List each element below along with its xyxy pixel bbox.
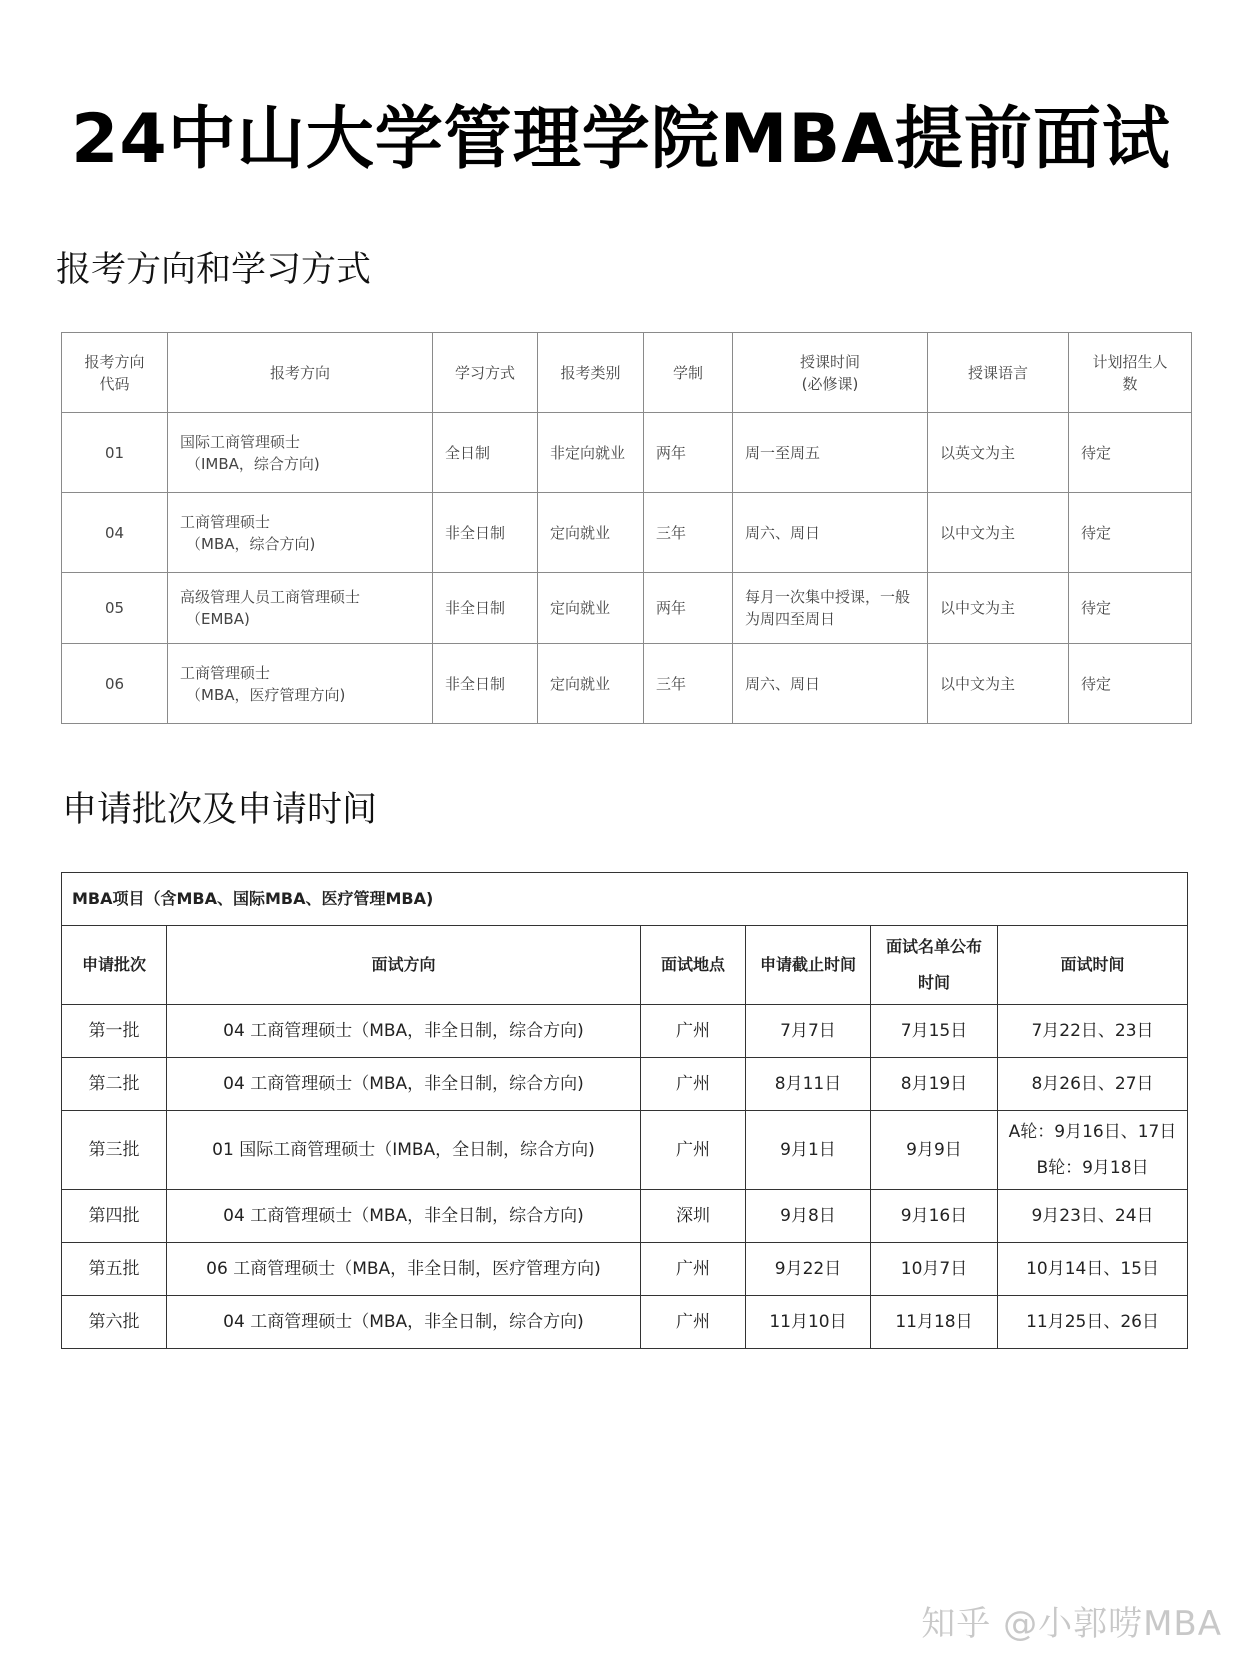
cell-direction: 工商管理硕士 （MBA，医疗管理方向) — [168, 644, 433, 724]
cell-language: 以中文为主 — [928, 573, 1069, 644]
cell-quota: 待定 — [1069, 573, 1192, 644]
cell-schedule: 每月一次集中授课，一般为周四至周日 — [733, 573, 928, 644]
table-row — [62, 1296, 1188, 1349]
cell-location: 广州 — [641, 1243, 746, 1296]
program-directions-table — [61, 332, 1192, 724]
table-row — [62, 1058, 1188, 1111]
table-row — [62, 1190, 1188, 1243]
cell-code: 06 — [62, 644, 168, 724]
header-mode: 学习方式 — [433, 333, 538, 413]
cell-mode: 非全日制 — [433, 644, 538, 724]
cell-mode: 非全日制 — [433, 573, 538, 644]
cell-category: 定向就业 — [538, 493, 644, 573]
cell-direction: 国际工商管理硕士 （IMBA，综合方向) — [168, 413, 433, 493]
cell-code: 01 — [62, 413, 168, 493]
cell-mode: 非全日制 — [433, 493, 538, 573]
cell-deadline: 9月1日 — [746, 1111, 871, 1190]
table-header-row — [62, 333, 1192, 413]
cell-mode: 全日制 — [433, 413, 538, 493]
cell-list-publish: 8月19日 — [871, 1058, 998, 1111]
header-location: 面试地点 — [641, 926, 746, 1005]
section-title-study-modes: 报考方向和学习方式 — [56, 250, 372, 290]
cell-schedule: 周六、周日 — [733, 644, 928, 724]
table-row — [62, 573, 1192, 644]
cell-batch: 第五批 — [62, 1243, 167, 1296]
header-category: 报考类别 — [538, 333, 644, 413]
cell-direction: 高级管理人员工商管理硕士 （EMBA) — [168, 573, 433, 644]
cell-batch: 第一批 — [62, 1005, 167, 1058]
cell-code: 05 — [62, 573, 168, 644]
table-row — [62, 644, 1192, 724]
header-language: 授课语言 — [928, 333, 1069, 413]
cell-language: 以中文为主 — [928, 644, 1069, 724]
cell-direction: 01 国际工商管理硕士（IMBA，全日制，综合方向) — [167, 1111, 641, 1190]
cell-batch: 第三批 — [62, 1111, 167, 1190]
cell-direction: 04 工商管理硕士（MBA，非全日制，综合方向) — [167, 1190, 641, 1243]
header-quota: 计划招生人 数 — [1069, 333, 1192, 413]
table-row — [62, 1005, 1188, 1058]
cell-direction: 工商管理硕士 （MBA，综合方向) — [168, 493, 433, 573]
cell-deadline: 7月7日 — [746, 1005, 871, 1058]
cell-location: 广州 — [641, 1005, 746, 1058]
header-schedule: 授课时间 (必修课) — [733, 333, 928, 413]
header-deadline: 申请截止时间 — [746, 926, 871, 1005]
cell-location: 广州 — [641, 1111, 746, 1190]
cell-interview: 10月14日、15日 — [998, 1243, 1188, 1296]
cell-code: 04 — [62, 493, 168, 573]
cell-direction: 04 工商管理硕士（MBA，非全日制，综合方向) — [167, 1296, 641, 1349]
cell-duration: 三年 — [644, 493, 733, 573]
cell-interview: 7月22日、23日 — [998, 1005, 1188, 1058]
cell-deadline: 9月8日 — [746, 1190, 871, 1243]
cell-schedule: 周六、周日 — [733, 493, 928, 573]
cell-location: 广州 — [641, 1296, 746, 1349]
cell-quota: 待定 — [1069, 413, 1192, 493]
header-duration: 学制 — [644, 333, 733, 413]
cell-batch: 第二批 — [62, 1058, 167, 1111]
watermark: 知乎 @小郭唠MBA — [921, 1604, 1222, 1644]
cell-interview: 11月25日、26日 — [998, 1296, 1188, 1349]
cell-language: 以英文为主 — [928, 413, 1069, 493]
cell-category: 定向就业 — [538, 644, 644, 724]
cell-list-publish: 9月16日 — [871, 1190, 998, 1243]
cell-list-publish: 10月7日 — [871, 1243, 998, 1296]
cell-deadline: 8月11日 — [746, 1058, 871, 1111]
header-direction: 面试方向 — [167, 926, 641, 1005]
cell-interview: A轮：9月16日、17日 B轮：9月18日 — [998, 1111, 1188, 1190]
cell-language: 以中文为主 — [928, 493, 1069, 573]
cell-batch: 第四批 — [62, 1190, 167, 1243]
cell-interview: 9月23日、24日 — [998, 1190, 1188, 1243]
cell-location: 广州 — [641, 1058, 746, 1111]
table-header-row — [62, 926, 1188, 1005]
cell-list-publish: 11月18日 — [871, 1296, 998, 1349]
header-list-publish: 面试名单公布 时间 — [871, 926, 998, 1005]
cell-duration: 三年 — [644, 644, 733, 724]
cell-schedule: 周一至周五 — [733, 413, 928, 493]
header-code: 报考方向 代码 — [62, 333, 168, 413]
table-caption: MBA项目（含MBA、国际MBA、医疗管理MBA) — [62, 873, 1188, 926]
cell-direction: 06 工商管理硕士（MBA，非全日制，医疗管理方向) — [167, 1243, 641, 1296]
cell-duration: 两年 — [644, 413, 733, 493]
header-batch: 申请批次 — [62, 926, 167, 1005]
table-row — [62, 1243, 1188, 1296]
cell-quota: 待定 — [1069, 493, 1192, 573]
application-batches-table — [61, 872, 1188, 1349]
section-title-application-batches: 申请批次及申请时间 — [62, 790, 378, 830]
cell-direction: 04 工商管理硕士（MBA，非全日制，综合方向) — [167, 1005, 641, 1058]
cell-batch: 第六批 — [62, 1296, 167, 1349]
cell-deadline: 11月10日 — [746, 1296, 871, 1349]
header-interview: 面试时间 — [998, 926, 1188, 1005]
cell-duration: 两年 — [644, 573, 733, 644]
table-caption-row — [62, 873, 1188, 926]
cell-category: 非定向就业 — [538, 413, 644, 493]
header-direction: 报考方向 — [168, 333, 433, 413]
cell-quota: 待定 — [1069, 644, 1192, 724]
table-row — [62, 413, 1192, 493]
cell-category: 定向就业 — [538, 573, 644, 644]
table-row — [62, 493, 1192, 573]
page-title: 24中山大学管理学院MBA提前面试 — [71, 100, 1171, 179]
cell-interview: 8月26日、27日 — [998, 1058, 1188, 1111]
cell-location: 深圳 — [641, 1190, 746, 1243]
cell-direction: 04 工商管理硕士（MBA，非全日制，综合方向) — [167, 1058, 641, 1111]
cell-list-publish: 7月15日 — [871, 1005, 998, 1058]
cell-list-publish: 9月9日 — [871, 1111, 998, 1190]
table-row — [62, 1111, 1188, 1190]
cell-deadline: 9月22日 — [746, 1243, 871, 1296]
